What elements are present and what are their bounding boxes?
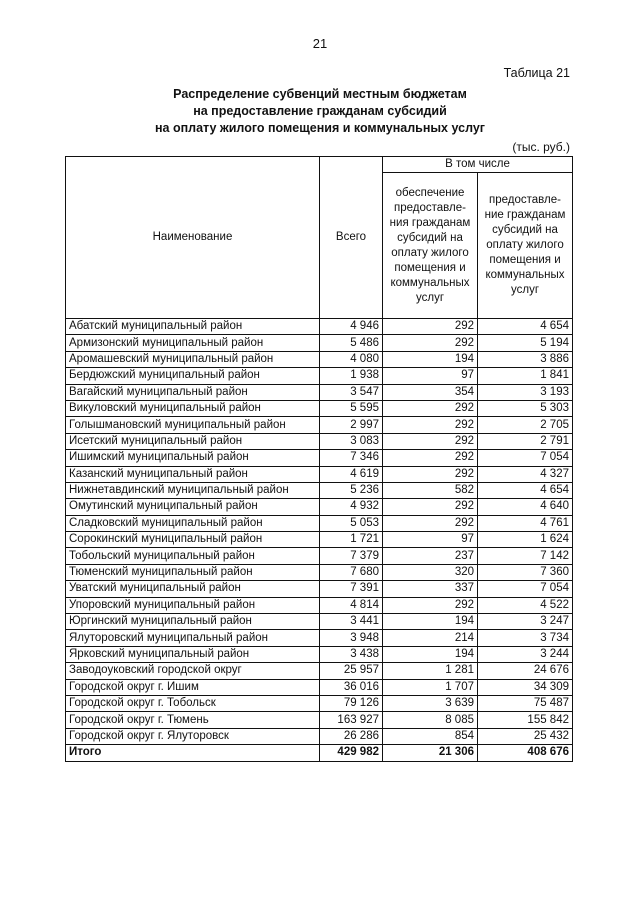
row-col-b: 3 193 bbox=[478, 384, 573, 400]
table-row bbox=[66, 712, 573, 728]
row-col-b: 34 309 bbox=[478, 679, 573, 695]
table-row bbox=[66, 499, 573, 515]
header-col-a: обеспечение предоставле-ния гражданам субсидий на оплату жилого помещения и коммунальных услуг bbox=[383, 173, 478, 319]
table-row bbox=[66, 581, 573, 597]
header-total: Всего bbox=[320, 157, 383, 319]
header-col-b: предоставле-ние гражданам субсидий на оплату жилого помещения и коммунальных услуг bbox=[478, 173, 573, 319]
row-col-a: 3 639 bbox=[383, 695, 478, 711]
table-row bbox=[66, 630, 573, 646]
row-total: 3 441 bbox=[320, 614, 383, 630]
row-col-b: 155 842 bbox=[478, 712, 573, 728]
row-name: Абатский муниципальный район bbox=[66, 319, 320, 335]
row-col-b: 3 886 bbox=[478, 351, 573, 367]
row-col-a: 854 bbox=[383, 728, 478, 744]
row-col-a: 97 bbox=[383, 368, 478, 384]
table-row bbox=[66, 400, 573, 416]
row-name: Нижнетавдинский муниципальный район bbox=[66, 482, 320, 498]
row-total: 2 997 bbox=[320, 417, 383, 433]
table-header bbox=[66, 157, 573, 319]
row-total: 7 346 bbox=[320, 450, 383, 466]
row-col-b: 3 734 bbox=[478, 630, 573, 646]
row-total: 3 438 bbox=[320, 646, 383, 662]
row-col-a: 194 bbox=[383, 351, 478, 367]
table-row bbox=[66, 515, 573, 531]
row-name: Казанский муниципальный район bbox=[66, 466, 320, 482]
row-total: 5 053 bbox=[320, 515, 383, 531]
row-name: Сладковский муниципальный район bbox=[66, 515, 320, 531]
row-total: 7 680 bbox=[320, 564, 383, 580]
row-col-b: 25 432 bbox=[478, 728, 573, 744]
table-row bbox=[66, 417, 573, 433]
row-total: 79 126 bbox=[320, 695, 383, 711]
row-col-a: 292 bbox=[383, 319, 478, 335]
row-total: 1 938 bbox=[320, 368, 383, 384]
row-col-a: 320 bbox=[383, 564, 478, 580]
table-row bbox=[66, 466, 573, 482]
total-name: Итого bbox=[66, 745, 320, 761]
row-col-b: 2 791 bbox=[478, 433, 573, 449]
table-title bbox=[0, 86, 640, 137]
row-col-b: 3 247 bbox=[478, 614, 573, 630]
row-total: 1 721 bbox=[320, 532, 383, 548]
row-col-b: 4 522 bbox=[478, 597, 573, 613]
row-col-b: 4 761 bbox=[478, 515, 573, 531]
row-name: Викуловский муниципальный район bbox=[66, 400, 320, 416]
row-col-b: 5 194 bbox=[478, 335, 573, 351]
row-col-b: 1 841 bbox=[478, 368, 573, 384]
row-total: 4 080 bbox=[320, 351, 383, 367]
row-col-a: 292 bbox=[383, 433, 478, 449]
row-col-a: 292 bbox=[383, 417, 478, 433]
row-col-b: 24 676 bbox=[478, 663, 573, 679]
row-total: 5 595 bbox=[320, 400, 383, 416]
row-name: Городской округ г. Ишим bbox=[66, 679, 320, 695]
row-name: Голышмановский муниципальный район bbox=[66, 417, 320, 433]
row-col-b: 1 624 bbox=[478, 532, 573, 548]
row-col-a: 237 bbox=[383, 548, 478, 564]
table-row bbox=[66, 319, 573, 335]
row-name: Городской округ г. Тобольск bbox=[66, 695, 320, 711]
title-line-1: Распределение субвенций местным бюджетам bbox=[173, 87, 467, 101]
total-col-a: 21 306 bbox=[383, 745, 478, 761]
row-col-a: 1 707 bbox=[383, 679, 478, 695]
row-name: Ярковский муниципальный район bbox=[66, 646, 320, 662]
row-col-b: 3 244 bbox=[478, 646, 573, 662]
row-name: Уватский муниципальный район bbox=[66, 581, 320, 597]
row-total: 3 547 bbox=[320, 384, 383, 400]
table-row bbox=[66, 548, 573, 564]
row-col-a: 337 bbox=[383, 581, 478, 597]
row-name: Омутинский муниципальный район bbox=[66, 499, 320, 515]
row-col-a: 194 bbox=[383, 646, 478, 662]
row-col-a: 292 bbox=[383, 499, 478, 515]
total-row bbox=[66, 745, 573, 761]
table-row bbox=[66, 646, 573, 662]
table-label: Таблица 21 bbox=[503, 66, 570, 80]
table-row bbox=[66, 482, 573, 498]
row-col-b: 4 654 bbox=[478, 482, 573, 498]
row-col-a: 194 bbox=[383, 614, 478, 630]
table-row bbox=[66, 351, 573, 367]
row-col-a: 1 281 bbox=[383, 663, 478, 679]
table-row bbox=[66, 679, 573, 695]
row-name: Городской округ г. Тюмень bbox=[66, 712, 320, 728]
row-name: Тобольский муниципальный район bbox=[66, 548, 320, 564]
title-line-3: на оплату жилого помещения и коммунальных услуг bbox=[154, 121, 486, 135]
row-name: Бердюжский муниципальный район bbox=[66, 368, 320, 384]
row-col-a: 97 bbox=[383, 532, 478, 548]
row-total: 163 927 bbox=[320, 712, 383, 728]
table-row bbox=[66, 663, 573, 679]
row-col-a: 292 bbox=[383, 466, 478, 482]
row-col-b: 5 303 bbox=[478, 400, 573, 416]
title-line-2: на предоставление гражданам субсидий bbox=[193, 104, 447, 118]
table-body bbox=[66, 319, 573, 762]
row-col-a: 582 bbox=[383, 482, 478, 498]
row-total: 7 379 bbox=[320, 548, 383, 564]
row-name: Аромашевский муниципальный район bbox=[66, 351, 320, 367]
row-total: 4 932 bbox=[320, 499, 383, 515]
row-total: 5 236 bbox=[320, 482, 383, 498]
row-name: Упоровский муниципальный район bbox=[66, 597, 320, 613]
row-col-b: 7 142 bbox=[478, 548, 573, 564]
row-total: 36 016 bbox=[320, 679, 383, 695]
row-name: Ишимский муниципальный район bbox=[66, 450, 320, 466]
row-col-a: 354 bbox=[383, 384, 478, 400]
row-col-b: 2 705 bbox=[478, 417, 573, 433]
total-col-b: 408 676 bbox=[478, 745, 573, 761]
header-including: В том числе bbox=[383, 157, 573, 173]
table-row bbox=[66, 614, 573, 630]
row-name: Армизонский муниципальный район bbox=[66, 335, 320, 351]
row-name: Городской округ г. Ялуторовск bbox=[66, 728, 320, 744]
row-col-a: 8 085 bbox=[383, 712, 478, 728]
row-col-b: 4 640 bbox=[478, 499, 573, 515]
row-name: Исетский муниципальный район bbox=[66, 433, 320, 449]
row-name: Сорокинский муниципальный район bbox=[66, 532, 320, 548]
row-total: 4 946 bbox=[320, 319, 383, 335]
table-row bbox=[66, 597, 573, 613]
table-row bbox=[66, 564, 573, 580]
row-total: 4 814 bbox=[320, 597, 383, 613]
table-row bbox=[66, 384, 573, 400]
table-row bbox=[66, 368, 573, 384]
row-total: 5 486 bbox=[320, 335, 383, 351]
page-number: 21 bbox=[312, 36, 328, 51]
row-name: Заводоуковский городской округ bbox=[66, 663, 320, 679]
unit-label: (тыс. руб.) bbox=[512, 140, 570, 154]
row-name: Вагайский муниципальный район bbox=[66, 384, 320, 400]
row-col-b: 7 360 bbox=[478, 564, 573, 580]
row-name: Юргинский муниципальный район bbox=[66, 614, 320, 630]
subsidy-table bbox=[65, 156, 573, 762]
row-col-b: 4 654 bbox=[478, 319, 573, 335]
row-total: 7 391 bbox=[320, 581, 383, 597]
table-row bbox=[66, 450, 573, 466]
row-col-b: 7 054 bbox=[478, 581, 573, 597]
row-col-a: 292 bbox=[383, 450, 478, 466]
header-name: Наименование bbox=[66, 157, 320, 319]
row-col-b: 75 487 bbox=[478, 695, 573, 711]
row-name: Ялуторовский муниципальный район bbox=[66, 630, 320, 646]
table-row bbox=[66, 695, 573, 711]
row-total: 3 948 bbox=[320, 630, 383, 646]
row-col-a: 292 bbox=[383, 597, 478, 613]
row-total: 3 083 bbox=[320, 433, 383, 449]
row-total: 26 286 bbox=[320, 728, 383, 744]
row-col-a: 292 bbox=[383, 515, 478, 531]
table-row bbox=[66, 532, 573, 548]
row-name: Тюменский муниципальный район bbox=[66, 564, 320, 580]
row-total: 4 619 bbox=[320, 466, 383, 482]
table-row bbox=[66, 433, 573, 449]
row-col-b: 7 054 bbox=[478, 450, 573, 466]
row-col-a: 292 bbox=[383, 400, 478, 416]
total-total: 429 982 bbox=[320, 745, 383, 761]
table-row bbox=[66, 335, 573, 351]
table-row bbox=[66, 728, 573, 744]
row-col-a: 214 bbox=[383, 630, 478, 646]
row-col-b: 4 327 bbox=[478, 466, 573, 482]
row-col-a: 292 bbox=[383, 335, 478, 351]
row-total: 25 957 bbox=[320, 663, 383, 679]
